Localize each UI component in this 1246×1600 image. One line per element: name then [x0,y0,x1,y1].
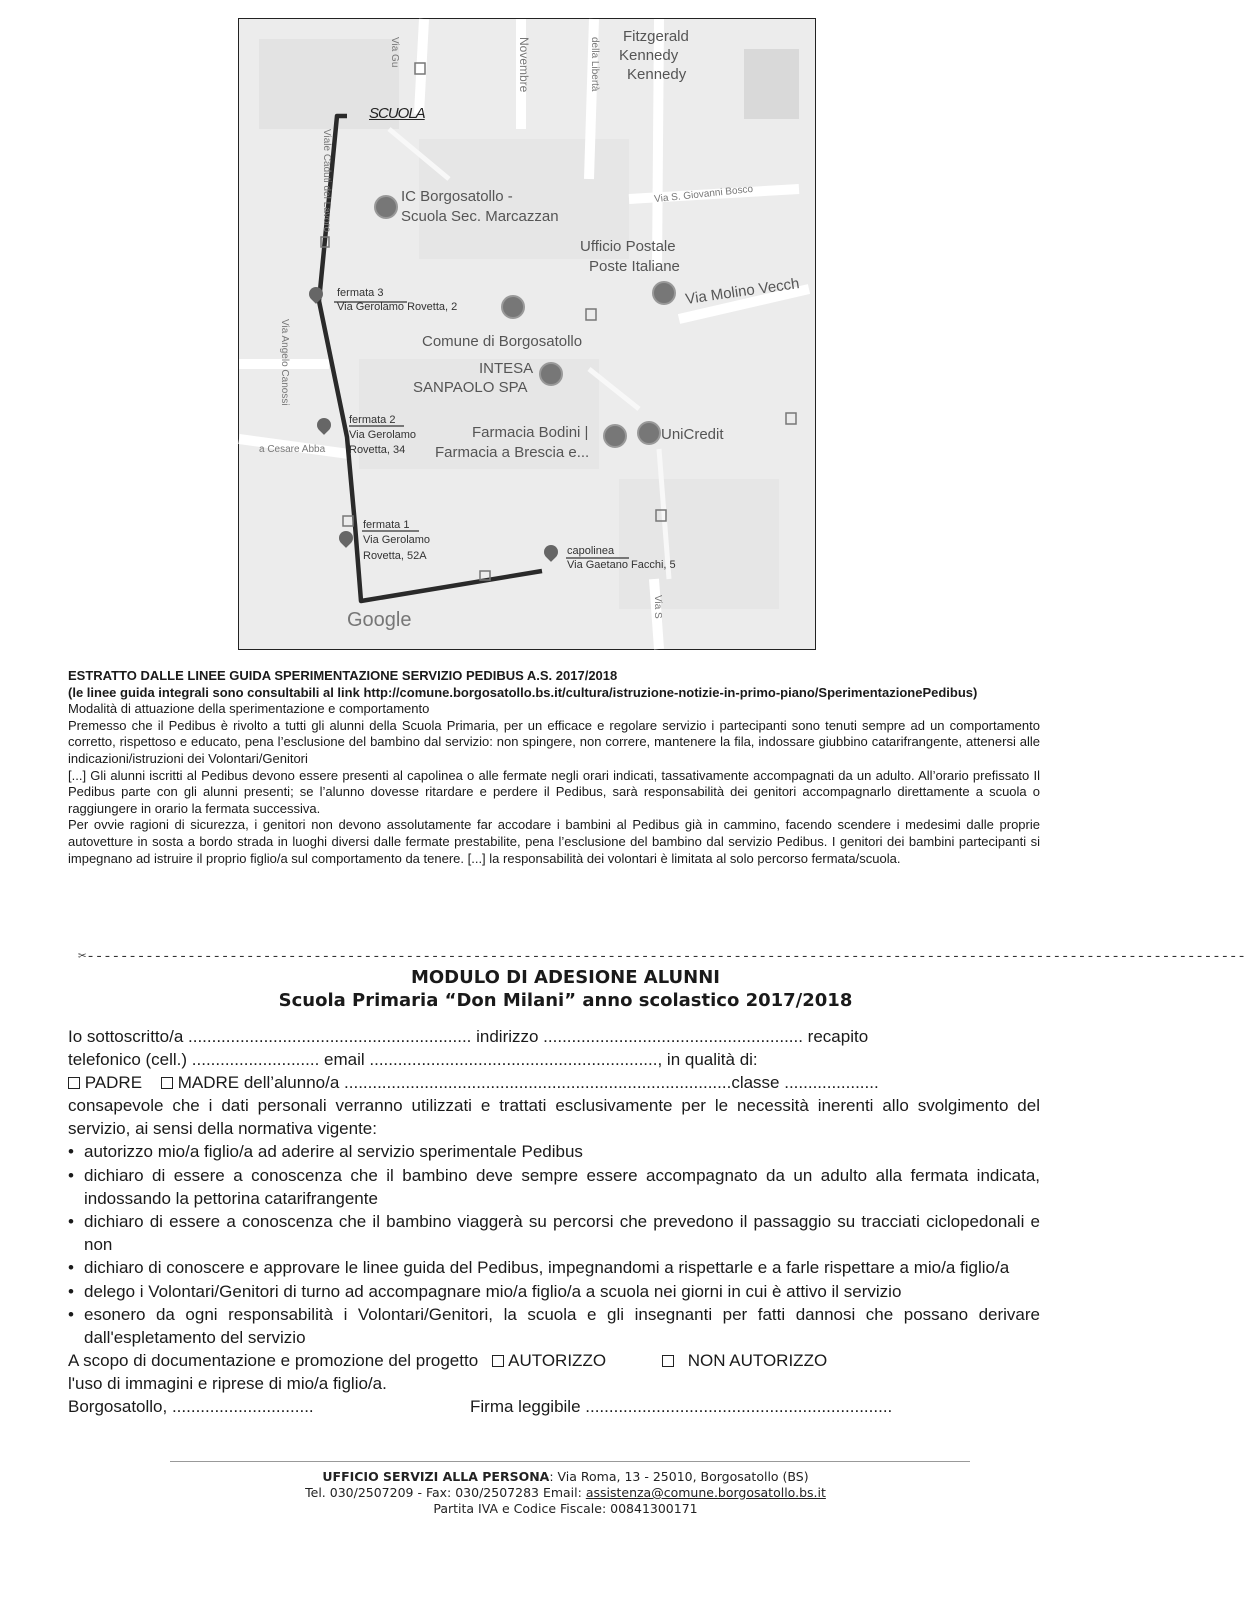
map-label-unicredit: UniCredit [661,426,724,443]
map-street-bosco: Via S. Giovanni Bosco [653,183,754,206]
cut-line: ✂------------------------------------------------------------------------------------------------------------------------------------------ [78,949,1246,965]
extract-paragraph-1: Premesso che il Pedibus è rivolto a tutti gli alunni della Scuola Primaria, per un efficace e regolare servizio i partecipanti sono tenuti sempre ad un comportamento corretto, rispettoso e educato, pena l’esclusione del bambino dal servizio: non spingere, non correre, mantenere la fila, indossare giubbino catarifrangente, attenersi alle indicazioni/istruzioni dei Volontari/Genitori [68,717,1040,766]
footer-vat: Partita IVA e Codice Fiscale: 00841300171 [433,1501,698,1516]
form-line-name[interactable]: Io sottoscritto/a ............................................................ indirizzo ....................................................... recapito [68,1027,869,1046]
townhall-pin-icon [501,295,525,319]
bank-pin-icon [539,362,563,386]
media-consent-label: A scopo di documentazione e promozione del progetto [68,1351,479,1371]
stop2-title: fermata 2 [349,414,396,426]
declaration-item: • dichiaro di essere a conoscenza che il bambino viaggerà su percorsi che prevedono il passaggio su tracciati ciclopedonali e non [68,1210,1040,1256]
map-label-ic2: Scuola Sec. Marcazzan [401,208,559,225]
map-street-canossi: Via Angelo Canossi [279,319,290,406]
stop3-title: fermata 3 [337,287,384,299]
map-label-fitzgerald: Fitzgerald [623,28,689,45]
guidelines-extract [68,668,1040,867]
declaration-item: • esonero da ogni responsabilità i Volontari/Genitori, la scuola e gli insegnanti per fatti dannosi che possano derivare dall'espletamento del servizio [68,1303,1040,1349]
declaration-item: • dichiaro di essere a conoscenza che il bambino deve sempre essere accompagnato da un adulto alla fermata indicata, indossando la pettorina catarifrangente [68,1164,1040,1210]
map-label-scuola: SCUOLA [369,105,425,122]
padre-label: PADRE [84,1073,143,1092]
terminus-address: Via Gaetano Facchi, 5 [567,559,676,571]
stop1-address1: Via Gerolamo [363,534,431,546]
map-label-farmacia2: Farmacia a Brescia e... [435,444,590,461]
stop2-address2: Rovetta, 34 [349,444,406,456]
terminus-title: capolinea [567,545,615,557]
route-map [238,18,816,650]
declaration-item: • delego i Volontari/Genitori di turno ad accompagnare mio/a figlio/a a scuola nei giorni in cui è attivo il servizio [68,1280,1040,1303]
form-line-phone[interactable]: telefonico (cell.) ........................... email ............................................................., in qualità di: [68,1050,758,1069]
footer-email-link[interactable]: assistenza@comune.borgosatollo.bs.it [585,1485,826,1500]
map-street-caduti: Viale Caduti del Lavoro [321,129,332,233]
footer-office [0,1469,1131,1485]
extract-heading: ESTRATTO DALLE LINEE GUIDA SPERIMENTAZIONE SERVIZIO PEDIBUS A.S. 2017/2018 [68,668,618,683]
padre-checkbox[interactable] [68,1077,80,1089]
footer-tel-fax: Tel. 030/2507209 - Fax: 030/2507283 Email: [305,1485,586,1500]
declarations-list [68,1140,1040,1349]
student-name-field[interactable]: dell’alunno/a ..................................................................................classe .................... [243,1073,879,1092]
map-street-novembre: Novembre [517,37,531,93]
declaration-item: • dichiaro di conoscere e approvare le linee guida del Pedibus, impegnandomi a rispettarle e a farle rispettare a mio/a figlio/a [68,1256,1040,1279]
media-consent-row [68,1349,1040,1372]
form-line-parent [68,1071,1040,1094]
non-autorizzo-label: NON AUTORIZZO [687,1351,828,1371]
extract-subheading: Modalità di attuazione della sperimentazione e comportamento [68,701,430,717]
map-label-kennedy: Kennedy [627,66,687,83]
stop1-title: fermata 1 [363,519,410,531]
signature-field[interactable]: Firma leggibile ................................................................. [470,1397,893,1417]
unicredit-pin-icon [637,421,661,445]
autorizzo-checkbox[interactable] [492,1355,504,1367]
form-subtitle: Scuola Primaria “Don Milani” anno scolastico 2017/2018 [278,990,853,1011]
place-date-field[interactable]: Borgosatollo, .............................. [68,1397,314,1417]
stop1-address2: Rovetta, 52A [363,550,427,562]
map-street-via-gu: Via Gu [389,37,400,68]
post-office-pin-icon [652,281,676,305]
enrollment-form [68,1025,1040,1418]
form-title: MODULO DI ADESIONE ALUNNI [410,967,721,988]
google-logo: Google [347,609,412,631]
consent-text: consapevole che i dati personali verranno utilizzati e trattati esclusivamente per le necessità inerenti allo svolgimento del servizio, ai sensi della normativa vigente: [68,1096,1040,1139]
declaration-item: • autorizzo mio/a figlio/a ad aderire al servizio sperimentale Pedibus [68,1140,1040,1163]
map-label-posta2: Poste Italiane [589,258,680,275]
school-pin-icon [374,195,398,219]
map-label-intesa1: INTESA [479,360,534,377]
map-label-comune: Comune di Borgosatollo [422,333,583,350]
extract-paragraph-3: Per ovvie ragioni di sicurezza, i genitori non devono assolutamente far accodare i bambini al Pedibus già in cammino, facendo scendere i medesimi dalle proprie autovetture in sosta a bordo strada in luoghi diversi dalle fermate prestabilite, pena l’esclusione del bambino dal servizio Pedibus. I genitori dei bambini partecipanti si impegnano ad istruire il proprio figlio/a sul comportamento da tenere. [...] la responsabilità dei volontari è limitata al solo percorso fermata/scuola. [68,817,1040,866]
pharmacy-pin-icon [603,424,627,448]
footer-office-name: UFFICIO SERVIZI ALLA PERSONA [322,1469,550,1484]
map-label-farmacia1: Farmacia Bodini | [472,424,589,441]
madre-label: MADRE [177,1073,240,1092]
non-autorizzo-checkbox[interactable] [662,1355,674,1367]
signature-row [68,1395,1040,1418]
autorizzo-label: AUTORIZZO [508,1351,607,1371]
footer-office-address: : Via Roma, 13 - 25010, Borgosatollo (BS) [549,1469,809,1484]
map-label-intesa2: SANPAOLO SPA [413,379,528,396]
stop3-address: Via Gerolamo Rovetta, 2 [337,301,458,313]
map-street-molino: Via Molino Vecch [684,275,801,308]
map-label-kennedy-2: Kennedy [619,47,679,64]
map-street-liberta: della Libertà [589,37,600,92]
media-use-text: l'uso di immagini e riprese di mio/a figlio/a. [68,1374,387,1394]
map-label-ic1: IC Borgosatollo - [401,188,513,205]
extract-link: (le linee guida integrali sono consultabili al link http://comune.borgosatollo.bs.it/cultura/istruzione-notizie-in-primo-piano/SperimentazionePedibus) [68,684,978,700]
stop2-address1: Via Gerolamo [349,429,417,441]
extract-paragraph-2: [...] Gli alunni iscritti al Pedibus devono essere presenti al capolinea o alle fermate negli orari indicati, tassativamente accompagnati da un adulto. All’orario prefissato Il Pedibus parte con gli alunni presenti; se l’alunno dovesse ritardare e perdere il Pedibus, sarà responsabilità dei genitori accompagnarlo direttamente a scuola o raggiungere in orario la fermata successiva. [68,767,1040,816]
footer-contacts [0,1485,1131,1501]
map-street-via-s: Via S [652,595,663,619]
madre-checkbox[interactable] [161,1077,173,1089]
map-street-abba: a Cesare Abba [259,444,326,455]
footer-divider [170,1461,970,1462]
map-label-posta1: Ufficio Postale [580,238,676,255]
